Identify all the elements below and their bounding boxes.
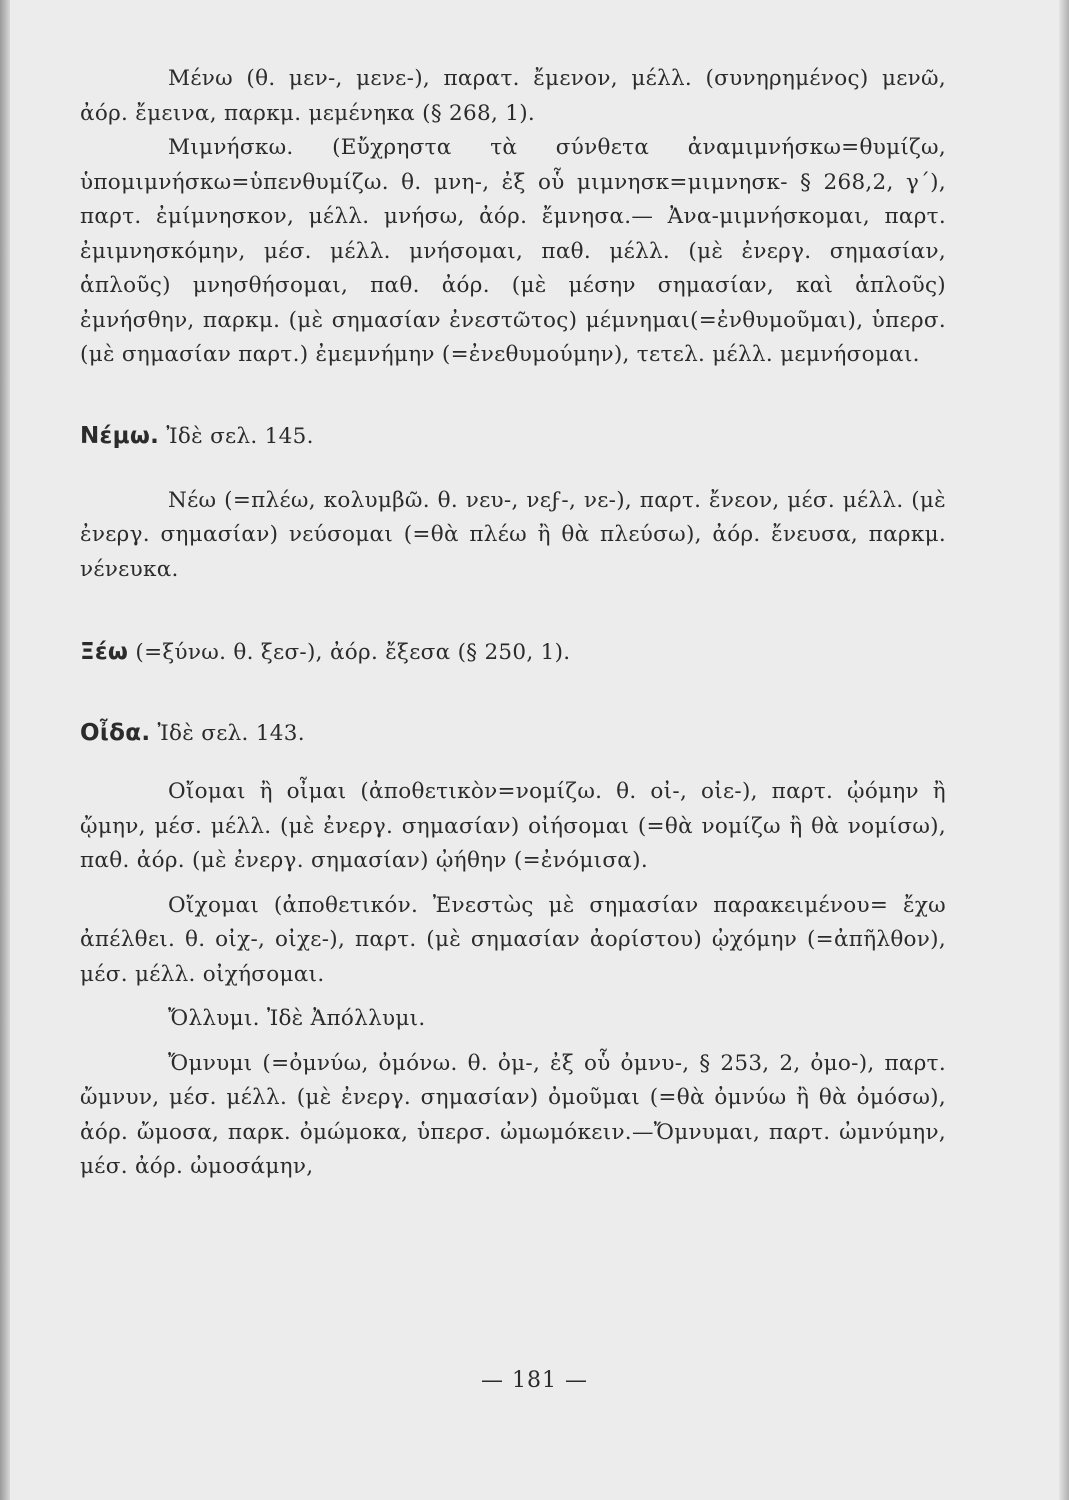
- entry-omnymi: Ὄμνυμι (=ὀμνύω, ὀμόνω. θ. ὀμ-, ἐξ οὗ ὀμνυ-, § 253, 2, ὀμο-), παρτ. ὤμνυν, μέσ. μέλλ. (μὲ ἐνεργ. σημασίαν) ὀμοῦμαι (=θὰ ὀμνύω ἢ θὰ ὀμόσω), ἀόρ. ὤμοσα, παρκ. ὀμώμοκα, ὑπερσ. ὠμωμόκειν.—Ὄμνυμαι, παρτ. ὠμνύμην, μέσ. ἀόρ. ὠμοσάμην,: [80, 1050, 946, 1179]
- page-left-edge: [0, 0, 10, 1500]
- oida-reference: Ἰδὲ σελ. 143.: [157, 721, 305, 746]
- nemo-reference: Ἰδὲ σελ. 145.: [166, 423, 314, 449]
- xeo-definition: (=ξύνω. θ. ξεσ-), ἀόρ. ἔξεσα (§ 250, 1).: [135, 640, 571, 665]
- page-body: [80, 62, 946, 1185]
- headword-nemo: Νέμω.: [80, 422, 160, 449]
- entry-xeo: [80, 635, 946, 670]
- entry-oiomai: Οἴομαι ἢ οἶμαι (ἀποθετικὸν=νομίζω. θ. οἰ-, οἰε-), παρτ. ᾠόμην ἢ ᾤμην, μέσ. μέλλ. (μὲ ἐνεργ. σημασίαν) οἰήσομαι (=θὰ νομίζω ἢ θὰ νομίσω), παθ. ἀόρ. (μὲ ἐνεργ. σημασίαν) ᾠήθην (=ἐνόμισα).: [80, 779, 946, 873]
- headword-oida: Οἶδα.: [80, 720, 151, 746]
- entry-neo: Νέω (=πλέω, κολυμβῶ. θ. νευ-, νεϝ-, νε-), παρτ. ἔνεον, μέσ. μέλλ. (μὲ ἐνεργ. σημασίαν) νεύσομαι (=θὰ πλέω ἢ θὰ πλεύσω), ἀόρ. ἔνευσα, παρκμ. νένευκα.: [80, 487, 946, 582]
- entry-oida: [80, 716, 946, 751]
- entry-ollymi: Ὄλλυμι. Ἰδὲ Ἀπόλλυμι.: [168, 1006, 426, 1031]
- entry-nemo: [80, 419, 946, 454]
- page-right-edge: [1059, 0, 1069, 1500]
- entry-meno: Μένω (θ. μεν-, μενε-), παρατ. ἔμενον, μέλλ. (συνηρημένος) μενῶ, ἀόρ. ἔμεινα, παρκμ. μεμένηκα (§ 268, 1).: [80, 66, 946, 126]
- entry-oichomai: Οἴχομαι (ἀποθετικόν. Ἐνεστὼς μὲ σημασίαν παρακειμένου= ἔχω ἀπέλθει. θ. οἰχ-, οἰχε-), παρτ. (μὲ σημασίαν ἀορίστου) ᾠχόμην (=ἀπῆλθον), μέσ. μέλλ. οἰχήσομαι.: [80, 892, 946, 987]
- entry-mimnisko: Μιμνήσκω. (Εὔχρηστα τὰ σύνθετα ἀναμιμνήσκω=θυμίζω, ὑπομιμνήσκω=ὑπενθυμίζω. θ. μνη-, ἐξ οὗ μιμνησκ=μιμνησκ- § 268,2, γ΄), παρτ. ἐμίμνησκον, μέλλ. μνήσω, ἀόρ. ἔμνησα.— Ἀνα-μιμνήσκομαι, παρτ. ἐμιμνησκόμην, μέσ. μέλλ. μνήσομαι, παθ. μέλλ. (μὲ ἐνεργ. σημασίαν, ἁπλοῦς) μνησθήσομαι, παθ. ἀόρ. (μὲ μέσην σημασίαν, καὶ ἁπλοῦς) ἐμνήσθην, παρκμ. (μὲ σημασίαν ἐνεστῶτος) μέμνημαι(=ἐνθυμοῦμαι), ὑπερσ.(μὲ σημασίαν παρτ.) ἐμεμνήμην (=ἐνεθυμούμην), τετελ. μέλλ. μεμνήσομαι.: [80, 135, 946, 367]
- page-number: — 181 —: [481, 1368, 588, 1393]
- headword-xeo: Ξέω: [80, 639, 129, 665]
